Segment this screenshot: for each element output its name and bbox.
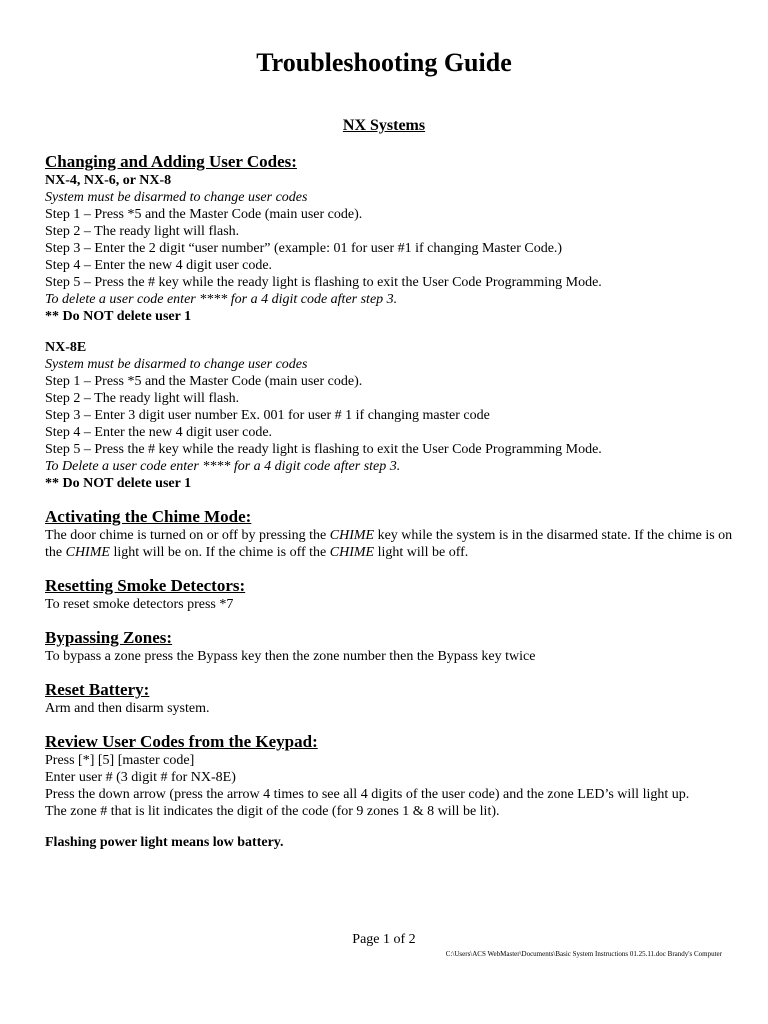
step-line: Step 3 – Enter the 2 digit “user number” (example: 01 for user #1 if changing Master Code.) (45, 241, 563, 256)
step-line: Step 4 – Enter the new 4 digit user code. (45, 258, 273, 273)
review-line: Press the down arrow (press the arrow 4 times to see all 4 digits of the user code) and the zone LED’s will light up. (45, 787, 690, 802)
page-subtitle: NX Systems (342, 117, 426, 134)
step-line: Step 5 – Press the # key while the ready light is flashing to exit the User Code Programming Mode. (45, 275, 602, 290)
step-line: Step 2 – The ready light will flash. (45, 224, 240, 239)
section-heading-bypass: Bypassing Zones: (45, 628, 173, 647)
step-line: Step 3 – Enter 3 digit user number Ex. 001 for user # 1 if changing master code (45, 408, 490, 423)
bypass-text: To bypass a zone press the Bypass key then the zone number then the Bypass key twice (45, 649, 536, 664)
step-line: Step 4 – Enter the new 4 digit user code. (45, 425, 273, 440)
step-line: Step 2 – The ready light will flash. (45, 391, 240, 406)
low-battery-note: Flashing power light means low battery. (45, 835, 284, 850)
delete-note: To delete a user code enter **** for a 4 digit code after step 3. (45, 292, 398, 307)
disarm-note: System must be disarmed to change user codes (45, 190, 308, 205)
step-line: Step 5 – Press the # key while the ready light is flashing to exit the User Code Programming Mode. (45, 442, 602, 457)
smoke-text: To reset smoke detectors press *7 (45, 597, 234, 612)
delete-note: To Delete a user code enter **** for a 4 digit code after step 3. (45, 459, 401, 474)
warning-note: ** Do NOT delete user 1 (45, 309, 192, 324)
warning-note: ** Do NOT delete user 1 (45, 476, 192, 491)
step-line: Step 1 – Press *5 and the Master Code (main user code). (45, 374, 363, 389)
review-line: The zone # that is lit indicates the digit of the code (for 9 zones 1 & 8 will be lit). (45, 804, 500, 819)
battery-text: Arm and then disarm system. (45, 701, 210, 716)
section-heading-review-codes: Review User Codes from the Keypad: (45, 732, 318, 751)
section-heading-smoke: Resetting Smoke Detectors: (45, 576, 246, 595)
file-path: C:\Users\ACS WebMaster\Documents\Basic System Instructions 01.25.11.doc Brandy's Computer (445, 950, 722, 958)
models-nx4-6-8: NX-4, NX-6, or NX-8 (45, 173, 172, 188)
review-line: Press [*] [5] [master code] (45, 753, 195, 768)
section-heading-chime: Activating the Chime Mode: (45, 507, 252, 526)
page-number: Page 1 of 2 (352, 932, 416, 947)
step-line: Step 1 – Press *5 and the Master Code (main user code). (45, 207, 363, 222)
page-title: Troubleshooting Guide (256, 48, 512, 77)
section-heading-battery: Reset Battery: (45, 680, 150, 699)
chime-paragraph: The door chime is turned on or off by pressing the CHIME key while the system is in the disarmed state. If the chime is on the CHIME light will be on. If the chime is off the CHIME light will be off. (45, 528, 733, 560)
models-nx8e: NX-8E (45, 340, 87, 355)
section-heading-user-codes: Changing and Adding User Codes: (45, 152, 297, 171)
disarm-note: System must be disarmed to change user codes (45, 357, 308, 372)
review-line: Enter user # (3 digit # for NX-8E) (45, 770, 236, 785)
document-body (45, 152, 735, 851)
